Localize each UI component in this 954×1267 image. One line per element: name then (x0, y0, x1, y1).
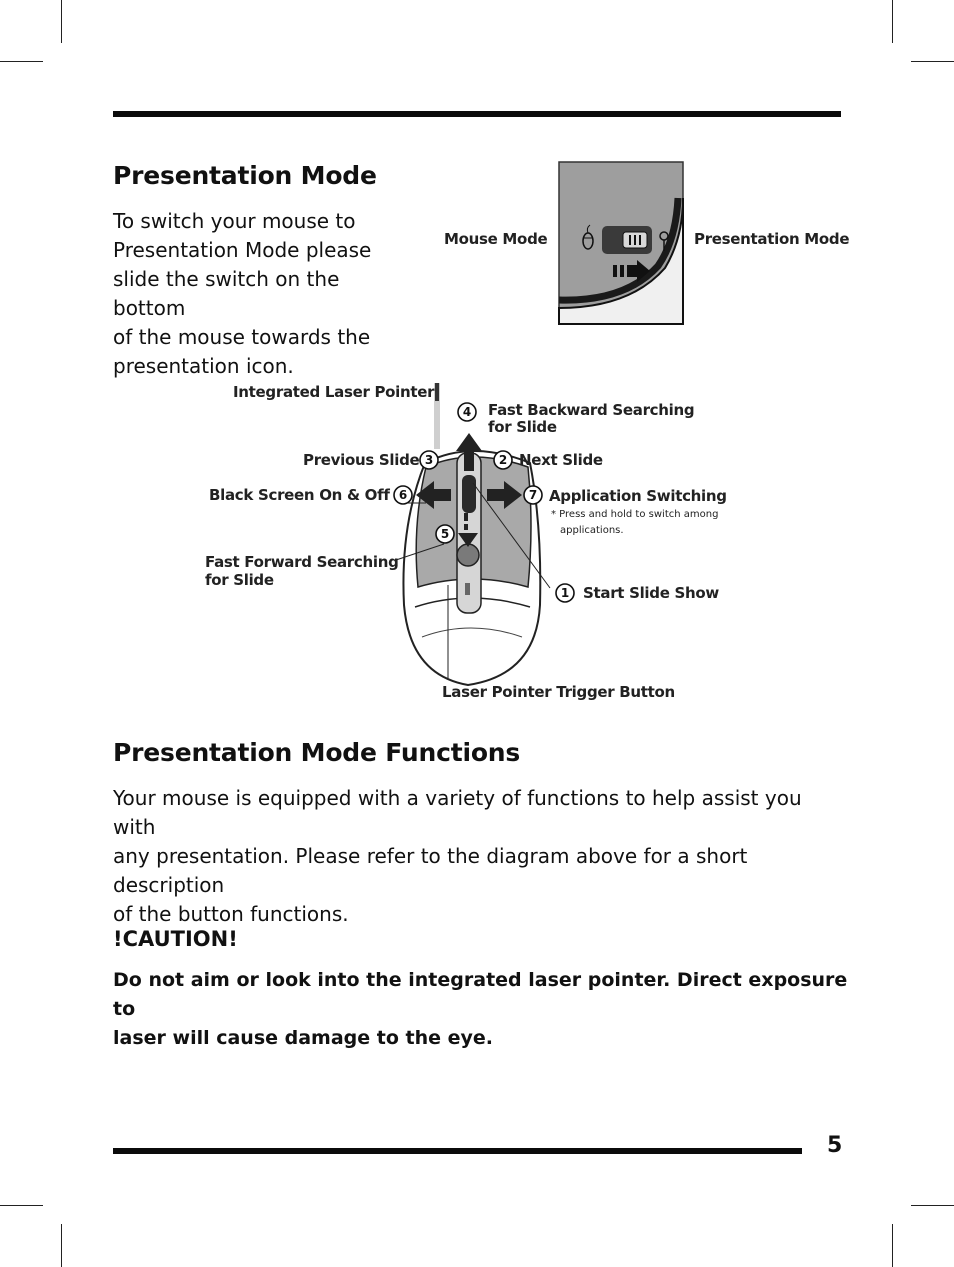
label-fast-backward-2: for Slide (488, 418, 557, 436)
presentation-mode-label: Presentation Mode (694, 230, 850, 248)
crop-mark-bottom-right-v (892, 1224, 893, 1267)
section-title-presentation-mode: Presentation Mode (113, 161, 377, 190)
label-black-screen: Black Screen On & Off (209, 486, 390, 504)
crop-mark-top-left-v (61, 0, 62, 43)
crop-mark-bottom-left-v (61, 1224, 62, 1267)
bottom-rule (113, 1148, 802, 1154)
crop-mark-top-right-v (892, 0, 893, 43)
marker-7 (524, 486, 542, 504)
label-app-note-2: applications. (560, 525, 624, 536)
marker-4 (458, 403, 476, 421)
laser-trigger-button (457, 544, 479, 566)
label-laser-trigger: Laser Pointer Trigger Button (442, 683, 675, 701)
svg-text:4: 4 (462, 405, 472, 419)
label-fast-backward-1: Fast Backward Searching (488, 401, 695, 419)
label-start-slide-show: Start Slide Show (583, 584, 719, 602)
section1-line: slide the switch on the bottom (113, 267, 340, 320)
svg-text:2: 2 (498, 453, 508, 467)
marker-3 (420, 451, 438, 469)
section2-paragraph (113, 784, 843, 929)
label-application-switching: Application Switching (549, 487, 727, 505)
section1-line: To switch your mouse to (113, 209, 356, 233)
section2-line: of the button functions. (113, 902, 349, 926)
caution-paragraph (113, 966, 853, 1053)
svg-text:3: 3 (424, 453, 434, 467)
mouse-mode-label: Mouse Mode (444, 230, 548, 248)
label-previous-slide: Previous Slide (303, 451, 420, 469)
page-number: 5 (827, 1133, 843, 1158)
svg-text:1: 1 (560, 586, 570, 600)
label-next-slide: Next Slide (519, 451, 603, 469)
top-rule (113, 111, 841, 117)
scroll-wheel (462, 475, 476, 513)
section2-line: any presentation. Please refer to the diagram above for a short description (113, 844, 748, 897)
section2-line: Your mouse is equipped with a variety of functions to help assist you with (113, 786, 802, 839)
caution-line: Do not aim or look into the integrated laser pointer. Direct exposure to (113, 969, 848, 1020)
marker-6 (394, 486, 412, 504)
mouse-button-diagram (200, 375, 760, 710)
crop-mark-top-right-h (911, 61, 954, 62)
section1-paragraph (113, 207, 413, 381)
svg-text:7: 7 (528, 488, 538, 502)
label-fast-forward-2: for Slide (205, 571, 274, 589)
caution-line: laser will cause damage to the eye. (113, 1027, 494, 1049)
caution-title: !CAUTION! (113, 927, 238, 951)
marker-5 (436, 525, 454, 543)
marker-1 (556, 584, 574, 602)
marker-2 (494, 451, 512, 469)
crop-mark-top-left-h (0, 61, 43, 62)
crop-mark-bottom-right-h (911, 1205, 954, 1206)
label-fast-forward-1: Fast Forward Searching (205, 553, 399, 571)
section1-line: Presentation Mode please (113, 238, 372, 262)
svg-text:5: 5 (440, 527, 450, 541)
label-integrated-laser-pointer: Integrated Laser Pointer (233, 383, 435, 401)
mode-switch-figure (440, 158, 850, 330)
section1-line: of the mouse towards the (113, 325, 371, 349)
label-app-note-1: * Press and hold to switch among (551, 509, 719, 520)
section-title-presentation-mode-functions: Presentation Mode Functions (113, 738, 521, 767)
crop-mark-bottom-left-h (0, 1205, 43, 1206)
section1-line: presentation icon. (113, 354, 294, 378)
svg-text:6: 6 (398, 488, 408, 502)
